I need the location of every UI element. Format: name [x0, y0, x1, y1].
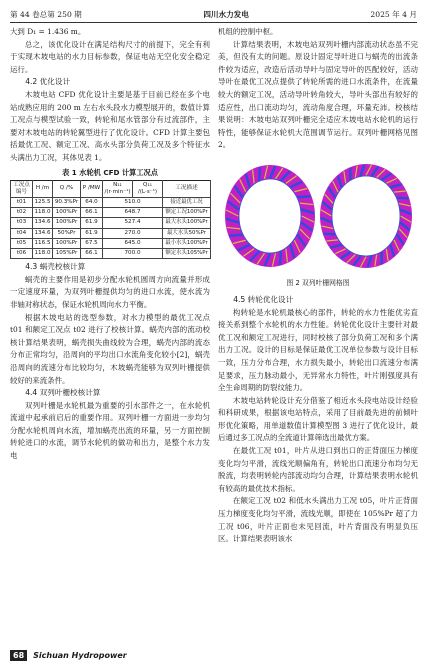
paragraph: 木坡电站转轮设计充分借鉴了相近水头段电站设计经验和科研成果，根据该电站特点，采用了目前最先进的前倾叶形优化策略，用单道数值计算模型图 3 进行了优化设计，最后通过多工况点的全流道计算筛选出最优方案。 — [218, 395, 418, 443]
right-column — [218, 26, 418, 546]
paragraph: 木坡电站 CFD 优化设计主要是基于目前已经在多个电站成熟应用的 200 m 左右水头段水力模型展开的，数值计算工况点与模型试验一致，转轮和尾水管部分有过流部件，主要对木坡电站的转轮翼型进行了优化设计。CFD 计算主要包括最优工况、额定工况、高水头部分负荷工况及多个特征水头满出力工况，其体见表 1。 — [10, 89, 210, 162]
section-heading: 4.4 双列叶栅校核计算 — [25, 388, 101, 398]
table-cell: 118.0 — [33, 208, 53, 218]
table-header-cell: 工况点编号 — [11, 180, 33, 197]
cascade-ring-right — [321, 165, 412, 268]
table-cell: t05 — [11, 238, 33, 248]
table-cell: 100%Pr — [53, 208, 81, 218]
ring-inner-edge — [239, 179, 301, 253]
table-cell: t04 — [11, 228, 33, 238]
paragraph: 大到 D₁ = 1.436 m。 — [10, 27, 86, 36]
left-column — [10, 26, 210, 463]
table-cell: 100%Pr — [53, 218, 81, 228]
table-cell: 额定水头105%Pr — [163, 248, 211, 258]
table-cell: 最小水头100%Pr — [163, 238, 211, 248]
table-cell: 最大水头100%Pr — [163, 218, 211, 228]
guide-vane — [259, 167, 260, 181]
table-cell: 额定工况100%Pr — [163, 208, 211, 218]
table-cell: 134.6 — [33, 218, 53, 228]
table-cell: 648.7 — [103, 208, 163, 218]
paragraph: 蜗壳的主要作用是初步分配水轮机圆周方向流量并形成一定速度环量，为双列叶栅提供均匀的进口水流，使水流为非轴对称状态，保证水轮机周向水力平衡。 — [10, 274, 210, 309]
table-cell: 66.1 — [81, 208, 103, 218]
guide-vane — [280, 251, 281, 265]
table-header-row — [11, 180, 211, 197]
section-heading: 4.5 转轮优化设计 — [233, 294, 294, 304]
paragraph: 在额定工况 t02 和低水头满出力工况 t05，叶片正背面压力梯度变化均匀平滑，流线光顺，即使在 105%Pr 超了力工况 t06，叶片正面也未见回流，叶片背面没有明显负压区。计算结果表明该水 — [218, 496, 418, 544]
page-footer — [10, 650, 127, 661]
table-caption: 表 1 水轮机 CFD 计算工况点 — [62, 167, 158, 177]
table-header-cell: N₁₁ /(r·min⁻¹) — [103, 180, 133, 197]
section-heading: 4.2 优化设计 — [25, 77, 71, 87]
paragraph: 在最优工况 t01，叶片从进口到出口的正背面压力梯度变化均匀平滑，流线光顺偏角有，转轮出口流速分布均匀无脱流，均表明转轮内部流动均匀合理，计算结果表明水轮机有较高的最优技术指标。 — [218, 446, 418, 493]
table-cell: 510.0 — [103, 197, 163, 207]
cascade-ring-left — [226, 166, 314, 266]
table-cell: t02 — [11, 208, 33, 218]
table-cell: 527.4 — [103, 218, 163, 228]
ring-band — [326, 170, 406, 262]
table-cell: 100%Pr — [53, 238, 81, 248]
table-body — [11, 197, 211, 258]
table-cell: 116.5 — [33, 238, 53, 248]
paragraph: 机组的控制中枢。 — [218, 27, 278, 36]
table-cell: 125.5 — [33, 197, 53, 207]
guide-vane — [323, 234, 335, 235]
cascade-mesh-image — [218, 158, 418, 276]
journal-name-en: Sichuan Hydropower — [33, 651, 127, 660]
guide-vane — [397, 198, 409, 199]
table-row — [11, 228, 211, 238]
table-cell: t03 — [11, 218, 33, 228]
paragraph: 根据木坡电站的选型参数，对水力模型的最优工况点 t01 和额定工况点 t02 进行了校核计算。蜗壳内部的流动校核计算结果表明，蜗壳损失曲线较为合理，蜗壳内部的流态分布正常均匀，沿周向的平均出口水流角变化较小[2]，蜗壳沿周向的流速分布比较均匀，木坡蜗壳能够为双列叶栅提供较好的来流条件。 — [10, 312, 210, 385]
cfd-conditions-table — [10, 180, 211, 260]
table-cell: t01 — [11, 197, 33, 207]
paragraph: 双列叶栅是水轮机最为重要的引水部件之一，在水轮机流道中起承前启后的重要作用。双列叶栅一方面进一步均匀分配水轮机周向水流，增加蜗壳出流的环量，另一方面控制转轮进口的水流，调节水轮机的做功和出力，是整个水力发电 — [10, 400, 210, 461]
paragraph: 构转轮是水轮机最核心的部件，转轮的水力性能优劣直接关系到整个水轮机的水力性能。转轮优化设计主要针对最优工况和额定工况进行，同时校核了部分负荷工况和多个满出力工况。设计的目标是保证最优工况单位参数与设计目标一致，压力分布合理，水力损失最小，转轮出口流速分布满足要求，压力脉动最小，无异常水力特性，叶片刚强度具有全生命周期的防裂纹能力。 — [218, 307, 418, 393]
guide-vane — [297, 196, 310, 197]
table-cell: 67.5 — [81, 238, 103, 248]
page-header — [10, 6, 417, 23]
table-cell: 61.9 — [81, 228, 103, 238]
table-row — [11, 218, 211, 228]
journal-title: 四川水力发电 — [203, 9, 249, 19]
table-cell: 50%Pr — [53, 228, 81, 238]
table-cell: 134.6 — [33, 228, 53, 238]
table-header-cell: P /MW — [81, 180, 103, 197]
table-header-cell: Q /% — [53, 180, 81, 197]
table-header-cell: 工况描述 — [163, 180, 211, 197]
cascade-mesh-figure — [218, 158, 418, 276]
issue-date: 2025 年 4 月 — [370, 9, 417, 19]
table-row — [11, 197, 211, 207]
table-cell: t06 — [11, 248, 33, 258]
table-cell: 645.0 — [103, 238, 163, 248]
table-row — [11, 208, 211, 218]
volume-info: 第 44 卷总第 250 期 — [10, 9, 82, 19]
page-number: 68 — [10, 650, 27, 661]
table-cell: 90.3%Pr — [53, 197, 81, 207]
table-cell: 105%Pr — [53, 248, 81, 258]
table-cell: 270.0 — [103, 228, 163, 238]
table-cell: 接近最优工况 — [163, 197, 211, 207]
figure-caption: 图 2 双列叶栅网格图 — [286, 278, 350, 287]
table-row — [11, 238, 211, 248]
table-row — [11, 248, 211, 258]
table-header-cell: H /m — [33, 180, 53, 197]
table-cell: 最大水头50%Pr — [163, 228, 211, 238]
table-header-cell: Q₁₁ /(L·s⁻¹) — [133, 180, 163, 197]
table-cell: 118.0 — [33, 248, 53, 258]
ring-inner-edge — [332, 176, 400, 256]
table-cell: 66.1 — [81, 248, 103, 258]
section-heading: 4.3 蜗壳校核计算 — [25, 262, 86, 272]
paragraph: 总之，该优化设计在满足结构尺寸的前提下，完全有利于实现木坡电站的水力目标参数，保证电站无空化安全稳定运行。 — [10, 39, 210, 74]
guide-vane — [229, 235, 242, 236]
table-cell: 700.0 — [103, 248, 163, 258]
table-cell: 61.9 — [81, 218, 103, 228]
table-cell: 64.0 — [81, 197, 103, 207]
paragraph: 计算结果表明，木坡电站双列叶栅内部流动状态虽不完美，但没有太的问题。原设计固定导叶进口与蜗壳的出流条件较为适应，改造后活动导叶与固定导叶的匹配较好，活动导叶在最优工况点提供了转轮所需的进口水流条件，在流量较大的额定工况，活动导叶转角较大，导叶头部出有较好的适应性，出口流动均匀，流动角度合理，环量充沛。校核结果说明：木坡电站双列叶栅完全适应木坡电站水轮机的运行特性，能够保证水轮机大范围调节运行。双列叶栅网格见图 2。 — [218, 39, 418, 150]
